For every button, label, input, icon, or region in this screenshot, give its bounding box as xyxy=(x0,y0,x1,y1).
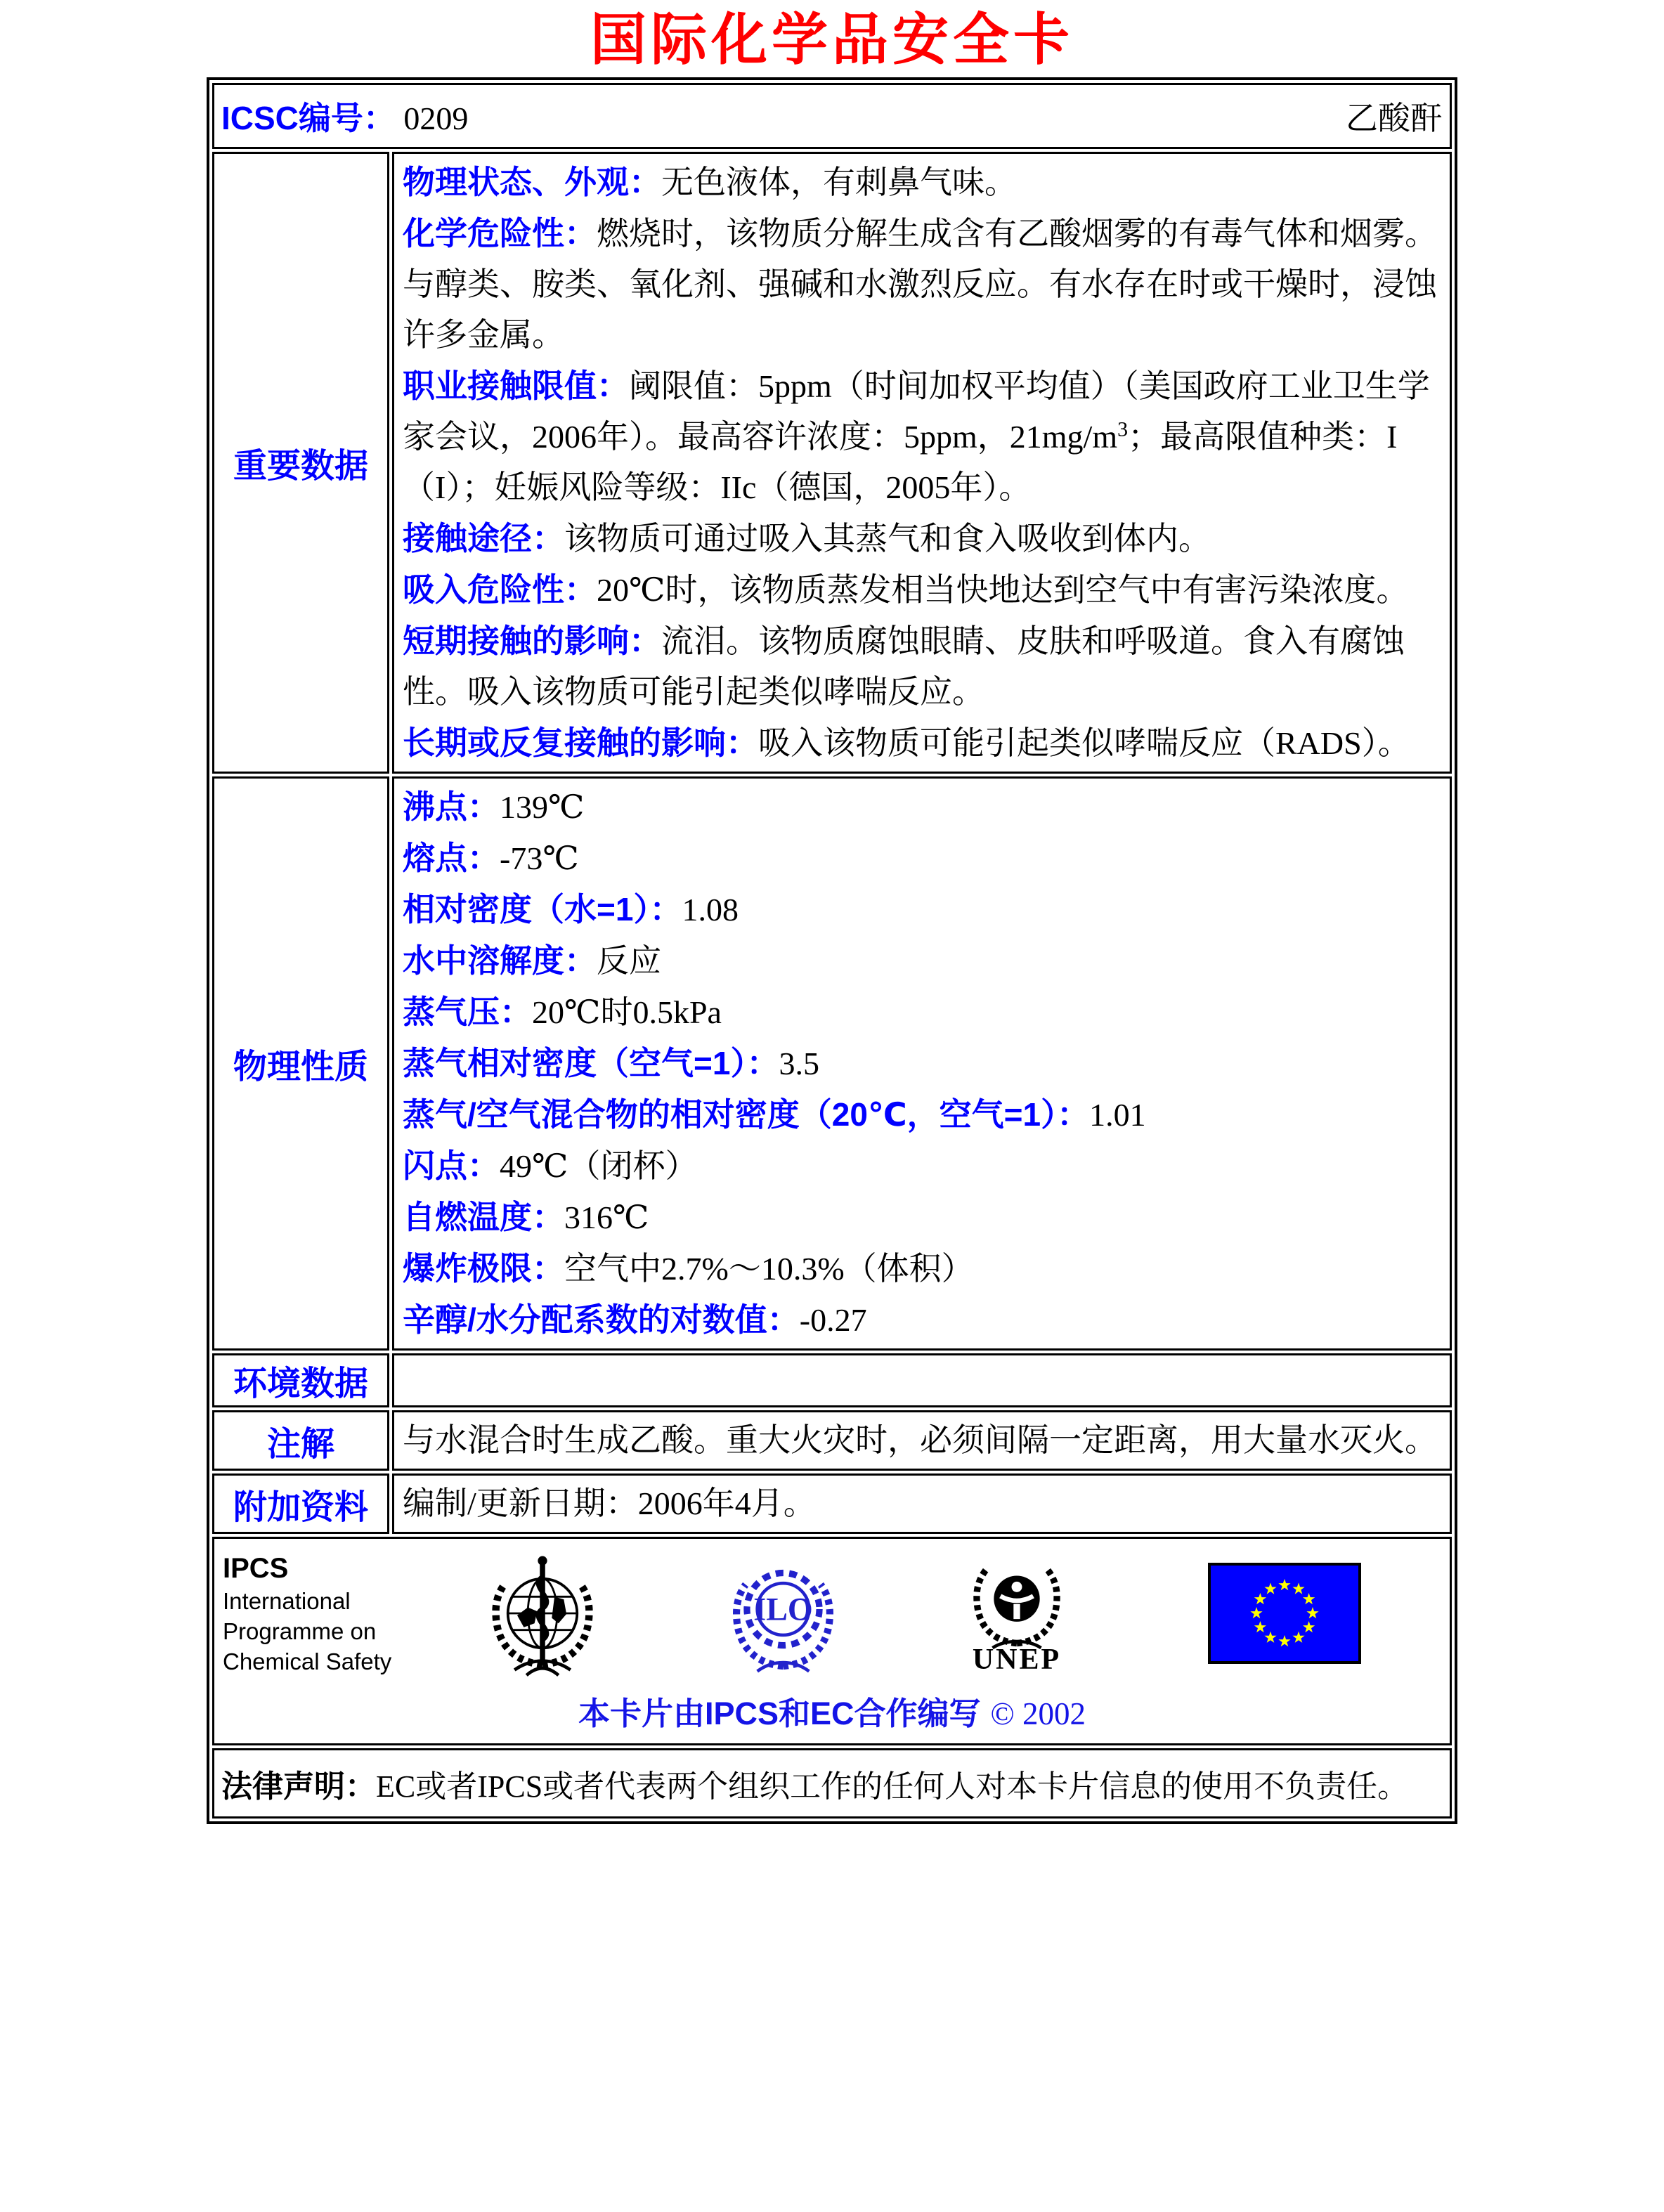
header-row xyxy=(212,83,1452,149)
physical-item xyxy=(403,884,1441,935)
icsc-number-group xyxy=(221,93,468,139)
item-value: -0.27 xyxy=(799,1302,867,1338)
item-label: 闪点： xyxy=(403,1147,500,1184)
item-text: 吸入该物质可能引起类似哮喘反应（RADS）。 xyxy=(758,725,1410,761)
physical-item xyxy=(403,1243,1441,1294)
item-text: 阈限值：5ppm（时间加权平均值）（美国政府工业卫生学家会议，2006年）。最高容许浓度：5ppm，21mg/m xyxy=(403,368,1430,455)
important-item xyxy=(403,360,1441,513)
credit-line xyxy=(219,1677,1445,1741)
important-item xyxy=(403,717,1441,769)
item-text: 该物质可通过吸入其蒸气和食入吸收到体内。 xyxy=(564,521,1211,557)
icsc-number-label: ICSC编号： xyxy=(221,100,396,136)
icsc-card-table xyxy=(207,77,1457,1824)
physical-item xyxy=(403,935,1441,987)
svg-text:ILO: ILO xyxy=(753,1591,813,1627)
section-label-notes: 注解 xyxy=(212,1410,389,1471)
ipcs-line: International xyxy=(223,1587,351,1614)
physical-item xyxy=(403,1038,1441,1089)
physical-item xyxy=(403,1294,1441,1346)
chemical-name: 乙酸酐 xyxy=(1346,100,1443,136)
important-item xyxy=(403,513,1441,564)
unep-logo-block xyxy=(961,1551,1073,1675)
item-label: 蒸气相对密度（空气=1）： xyxy=(403,1045,779,1081)
item-label: 沸点： xyxy=(403,788,500,825)
additional-info-content: 编制/更新日期：2006年4月。 xyxy=(392,1473,1452,1534)
ilo-logo-icon xyxy=(718,1552,848,1675)
item-text: ；最高限值种类：I（I）；妊娠风险等级：IIc（德国，2005年）。 xyxy=(403,419,1398,505)
unep-caption: UNEP xyxy=(972,1644,1062,1676)
notes-row xyxy=(212,1410,1452,1471)
item-text: 无色液体，有刺鼻气味。 xyxy=(661,164,1017,200)
item-label: 吸入危险性： xyxy=(403,571,597,608)
important-data-content xyxy=(392,152,1452,774)
item-value: 1.08 xyxy=(682,892,739,928)
item-text: 流泪。该物质腐蚀眼睛、皮肤和呼吸道。食入有腐蚀性。吸入该物质可能引起类似哮喘反应。 xyxy=(403,623,1405,710)
legal-row xyxy=(212,1748,1452,1819)
section-label-environment: 环境数据 xyxy=(212,1353,389,1407)
ipcs-title: IPCS xyxy=(223,1552,289,1584)
item-value: -73℃ xyxy=(500,840,579,876)
physical-item xyxy=(403,781,1441,833)
section-label-additional: 附加资料 xyxy=(212,1473,389,1534)
credit-text: 本卡片由IPCS和EC合作编写 xyxy=(578,1696,981,1731)
unep-logo-icon xyxy=(961,1551,1073,1650)
ipcs-text-block xyxy=(223,1551,398,1677)
environment-data-row xyxy=(212,1353,1452,1407)
item-value: 20℃时0.5kPa xyxy=(532,994,722,1030)
footer-row xyxy=(212,1537,1452,1745)
copyright-text: © 2002 xyxy=(990,1696,1086,1731)
section-label-important: 重要数据 xyxy=(212,152,389,774)
logo-row xyxy=(219,1550,1445,1677)
item-value: 316℃ xyxy=(564,1199,649,1235)
important-item xyxy=(403,616,1441,717)
important-data-row xyxy=(212,152,1452,774)
item-value: 1.01 xyxy=(1089,1097,1146,1133)
who-logo-icon xyxy=(476,1550,609,1677)
physical-item xyxy=(403,833,1441,884)
item-label: 爆炸极限： xyxy=(403,1250,564,1287)
important-item xyxy=(403,564,1441,616)
item-value: 反应 xyxy=(597,943,661,979)
item-label: 辛醇/水分配系数的对数值： xyxy=(403,1301,800,1338)
item-label: 蒸气/空气混合物的相对密度（20℃，空气=1）： xyxy=(403,1096,1090,1133)
item-label: 长期或反复接触的影响： xyxy=(403,724,758,761)
item-label: 熔点： xyxy=(403,840,500,876)
page-title: 国际化学品安全卡 xyxy=(590,10,1074,72)
physical-item xyxy=(403,1089,1441,1140)
ipcs-line: Programme on xyxy=(223,1618,377,1644)
icsc-number-value: 0209 xyxy=(403,100,469,136)
superscript: 3 xyxy=(1117,417,1129,441)
additional-info-row xyxy=(212,1473,1452,1534)
eu-flag-icon xyxy=(1208,1563,1361,1664)
item-value: 139℃ xyxy=(500,789,585,825)
item-label: 接触途径： xyxy=(403,520,564,557)
item-value: 3.5 xyxy=(779,1046,819,1081)
ipcs-line: Chemical Safety xyxy=(223,1648,392,1674)
header-cell xyxy=(212,83,1452,149)
important-item xyxy=(403,208,1441,360)
item-value: 49℃（闭杯） xyxy=(500,1148,698,1184)
physical-item xyxy=(403,1140,1441,1192)
legal-text: EC或者IPCS或者代表两个组织工作的任何人对本卡片信息的使用不负责任。 xyxy=(376,1769,1409,1804)
legal-label: 法律声明： xyxy=(221,1769,376,1804)
legal-cell xyxy=(212,1748,1452,1819)
item-label: 化学危险性： xyxy=(403,215,597,252)
item-text: 20℃时，该物质蒸发相当快地达到空气中有害污染浓度。 xyxy=(597,572,1409,608)
item-label: 相对密度（水=1）： xyxy=(403,891,682,928)
physical-item xyxy=(403,987,1441,1038)
item-label: 物理状态、外观： xyxy=(403,164,661,200)
item-text: 燃烧时，该物质分解生成含有乙酸烟雾的有毒气体和烟雾。与醇类、胺类、氧化剂、强碱和水激烈反应。有水存在时或干燥时，浸蚀许多金属。 xyxy=(403,216,1437,353)
environment-data-content xyxy=(392,1353,1452,1407)
item-label: 水中溶解度： xyxy=(403,942,597,979)
physical-properties-row xyxy=(212,776,1452,1351)
section-label-physical: 物理性质 xyxy=(212,776,389,1351)
item-value: 空气中2.7%～10.3%（体积） xyxy=(564,1251,974,1287)
footer-cell xyxy=(212,1537,1452,1745)
important-item xyxy=(403,157,1441,208)
item-label: 职业接触限值： xyxy=(403,367,629,404)
physical-item xyxy=(403,1192,1441,1243)
item-label: 短期接触的影响： xyxy=(403,623,661,659)
notes-content: 与水混合时生成乙酸。重大火灾时，必须间隔一定距离，用大量水灭火。 xyxy=(392,1410,1452,1471)
item-label: 自燃温度： xyxy=(403,1199,564,1235)
physical-properties-content xyxy=(392,776,1452,1351)
item-label: 蒸气压： xyxy=(403,994,532,1030)
